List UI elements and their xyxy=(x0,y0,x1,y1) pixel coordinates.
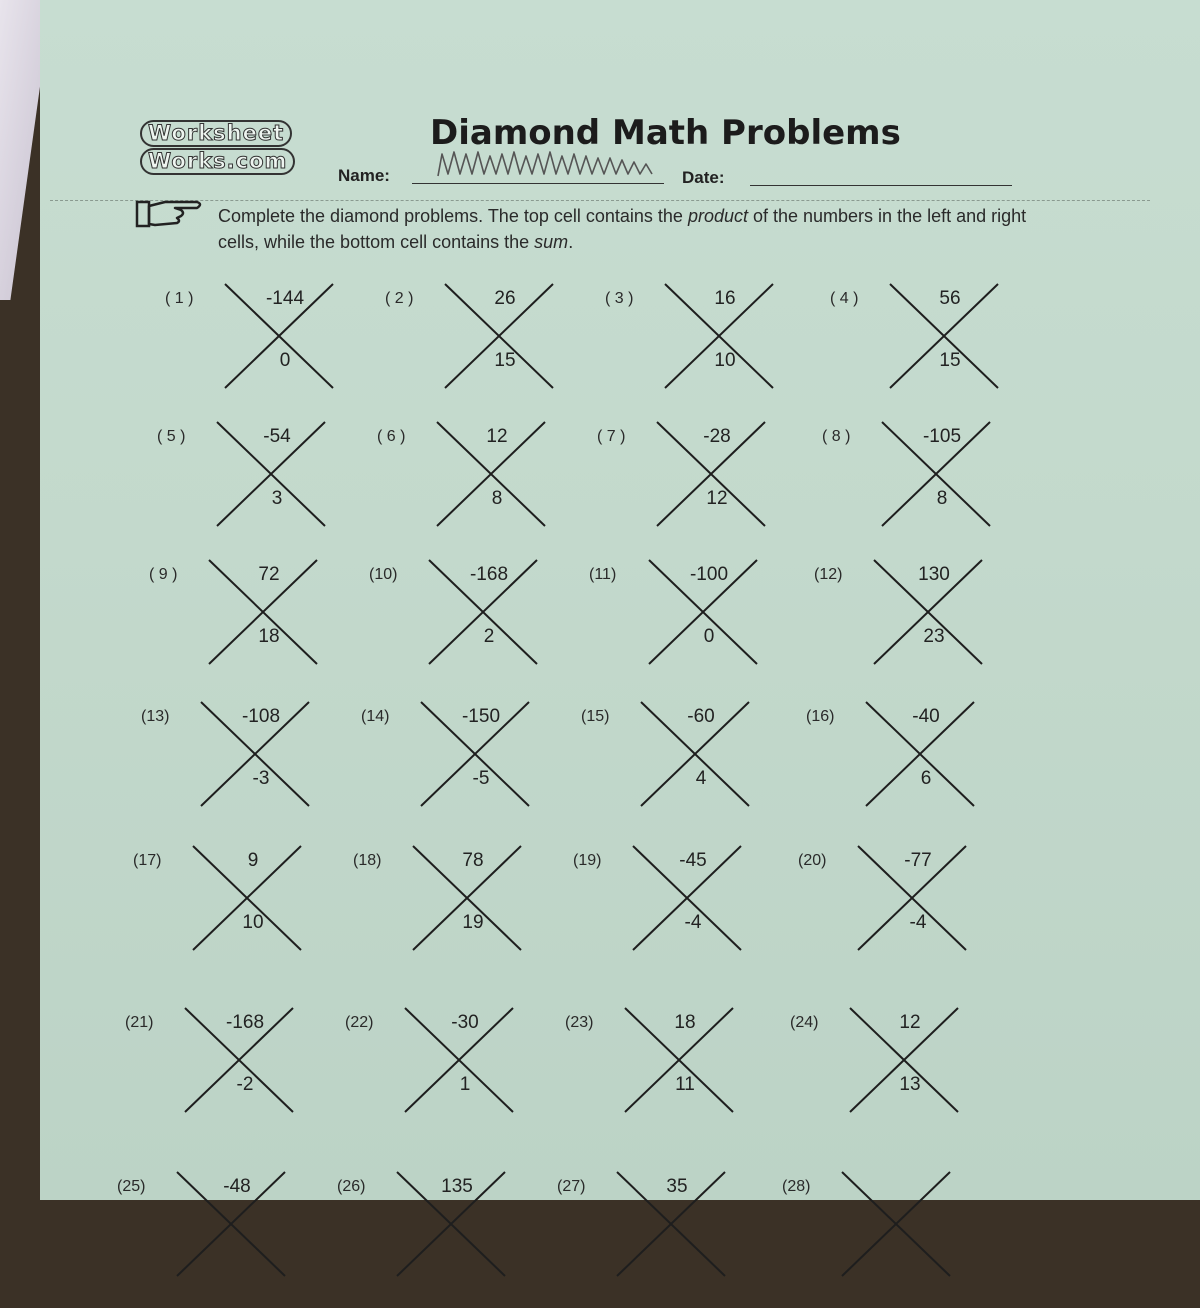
diamond-cross xyxy=(832,1168,962,1280)
diamond-problem xyxy=(589,566,789,696)
diamond-problem xyxy=(790,1014,990,1144)
instructions-text-3: . xyxy=(568,232,574,252)
header-divider xyxy=(50,200,1150,201)
sum-value: 3 xyxy=(271,488,283,509)
problem-number: (21) xyxy=(125,1014,154,1031)
diamond-problem xyxy=(814,566,1014,696)
problem-number: ( 5 ) xyxy=(157,428,186,445)
sum-value: 12 xyxy=(706,488,728,509)
product-value: -45 xyxy=(679,850,707,871)
product-value: -168 xyxy=(469,564,509,585)
product-value: 78 xyxy=(462,850,484,871)
sum-value: 13 xyxy=(899,1074,921,1095)
sum-value: 0 xyxy=(279,350,291,371)
product-value: -77 xyxy=(904,850,932,871)
product-value: 130 xyxy=(918,564,950,585)
sum-value: 8 xyxy=(491,488,503,509)
product-value: 35 xyxy=(666,1176,688,1197)
sum-value: 0 xyxy=(703,626,715,647)
diamond-problem xyxy=(157,428,357,558)
diamond-problem xyxy=(573,852,773,982)
product-value: -40 xyxy=(912,706,940,727)
diamond-problem xyxy=(133,852,333,982)
product-value: 12 xyxy=(899,1012,921,1033)
diamond-problem xyxy=(557,1178,757,1308)
product-value: 12 xyxy=(486,426,508,447)
diamond-problem xyxy=(597,428,797,558)
product-value: -30 xyxy=(451,1012,479,1033)
problem-number: ( 4 ) xyxy=(830,290,859,307)
problem-number: (23) xyxy=(565,1014,594,1031)
sum-value: -4 xyxy=(909,912,927,933)
problem-number: (24) xyxy=(790,1014,819,1031)
sum-value: -2 xyxy=(236,1074,254,1095)
diamond-problem xyxy=(605,290,805,420)
sum-value: 2 xyxy=(483,626,495,647)
diamond-problem xyxy=(822,428,1022,558)
diamond-problem xyxy=(149,566,349,696)
product-value: 72 xyxy=(258,564,280,585)
diamond-problem xyxy=(798,852,998,982)
sum-value: -5 xyxy=(472,768,490,789)
product-value: -28 xyxy=(703,426,731,447)
problem-number: (27) xyxy=(557,1178,586,1195)
instructions-sum: sum xyxy=(534,232,569,252)
instructions xyxy=(218,203,1038,255)
diamond-problem xyxy=(141,708,341,838)
pointing-hand-icon xyxy=(135,196,205,230)
problem-number: ( 1 ) xyxy=(165,290,194,307)
diamond-problem xyxy=(117,1178,317,1308)
name-underline xyxy=(412,183,664,184)
diamond-problem xyxy=(125,1014,325,1144)
problem-number: (28) xyxy=(782,1178,811,1195)
sum-value: 4 xyxy=(695,768,707,789)
diamond-problem xyxy=(565,1014,765,1144)
name-scribble xyxy=(434,146,674,182)
diamond-problem xyxy=(165,290,365,420)
diamond-problem xyxy=(782,1178,982,1308)
problem-number: ( 9 ) xyxy=(149,566,178,583)
diamond-problem xyxy=(369,566,569,696)
sum-value: 10 xyxy=(714,350,736,371)
diamond-problem xyxy=(830,290,1030,420)
product-value: -108 xyxy=(241,706,281,727)
date-label: Date: xyxy=(682,168,725,187)
sum-value: 6 xyxy=(920,768,932,789)
product-value: -48 xyxy=(223,1176,251,1197)
diamond-problem xyxy=(361,708,561,838)
product-value: -144 xyxy=(265,288,305,309)
sum-value: -4 xyxy=(684,912,702,933)
problem-number: (15) xyxy=(581,708,610,725)
product-value: -60 xyxy=(687,706,715,727)
sum-value: -3 xyxy=(252,768,270,789)
problem-number: ( 7 ) xyxy=(597,428,626,445)
worksheet-works-logo xyxy=(140,120,320,178)
product-value: -168 xyxy=(225,1012,265,1033)
diamond-problem xyxy=(353,852,553,982)
problem-number: (25) xyxy=(117,1178,146,1195)
product-value: -54 xyxy=(263,426,291,447)
diamond-problem xyxy=(377,428,577,558)
diamond-problem xyxy=(345,1014,545,1144)
instructions-text-1: Complete the diamond problems. The top cell contains the xyxy=(218,206,688,226)
problem-number: (16) xyxy=(806,708,835,725)
diamond-problem xyxy=(385,290,585,420)
name-label: Name: xyxy=(338,166,390,185)
problem-number: ( 6 ) xyxy=(377,428,406,445)
problem-number: (20) xyxy=(798,852,827,869)
product-value: 56 xyxy=(939,288,961,309)
sum-value: 18 xyxy=(258,626,280,647)
problem-number: (13) xyxy=(141,708,170,725)
product-value: 18 xyxy=(674,1012,696,1033)
problem-number: (26) xyxy=(337,1178,366,1195)
sum-value: 23 xyxy=(923,626,945,647)
logo-line-2: Works.com xyxy=(140,148,295,175)
problem-number: (17) xyxy=(133,852,162,869)
sum-value: 15 xyxy=(494,350,516,371)
problem-number: (14) xyxy=(361,708,390,725)
sum-value: 8 xyxy=(936,488,948,509)
sum-value: 1 xyxy=(459,1074,471,1095)
problem-number: (22) xyxy=(345,1014,374,1031)
sum-value: 11 xyxy=(675,1074,695,1095)
product-value: 9 xyxy=(247,850,259,871)
problem-number: ( 2 ) xyxy=(385,290,414,307)
product-value: -100 xyxy=(689,564,729,585)
product-value: 135 xyxy=(441,1176,473,1197)
problem-number: (11) xyxy=(589,566,617,583)
diamond-problem xyxy=(581,708,781,838)
diamond-problem xyxy=(806,708,1006,838)
page-title: Diamond Math Problems xyxy=(430,113,901,153)
instructions-product: product xyxy=(687,206,748,226)
date-underline xyxy=(750,185,1012,186)
diamond-problem xyxy=(337,1178,537,1308)
problem-number: ( 8 ) xyxy=(822,428,851,445)
sum-value: 15 xyxy=(939,350,961,371)
sum-value: 19 xyxy=(462,912,484,933)
product-value: 16 xyxy=(714,288,736,309)
logo-line-1: Worksheet xyxy=(140,120,292,147)
problem-number: (19) xyxy=(573,852,602,869)
instructions-text-2: of the numbers in the left and right cells, while the bottom cell contains the xyxy=(218,206,1027,252)
sum-value: 10 xyxy=(242,912,264,933)
product-value: -105 xyxy=(922,426,962,447)
product-value: -150 xyxy=(461,706,501,727)
problem-number: (18) xyxy=(353,852,382,869)
problem-number: (12) xyxy=(814,566,843,583)
problem-number: (10) xyxy=(369,566,398,583)
problem-number: ( 3 ) xyxy=(605,290,634,307)
product-value: 26 xyxy=(494,288,516,309)
